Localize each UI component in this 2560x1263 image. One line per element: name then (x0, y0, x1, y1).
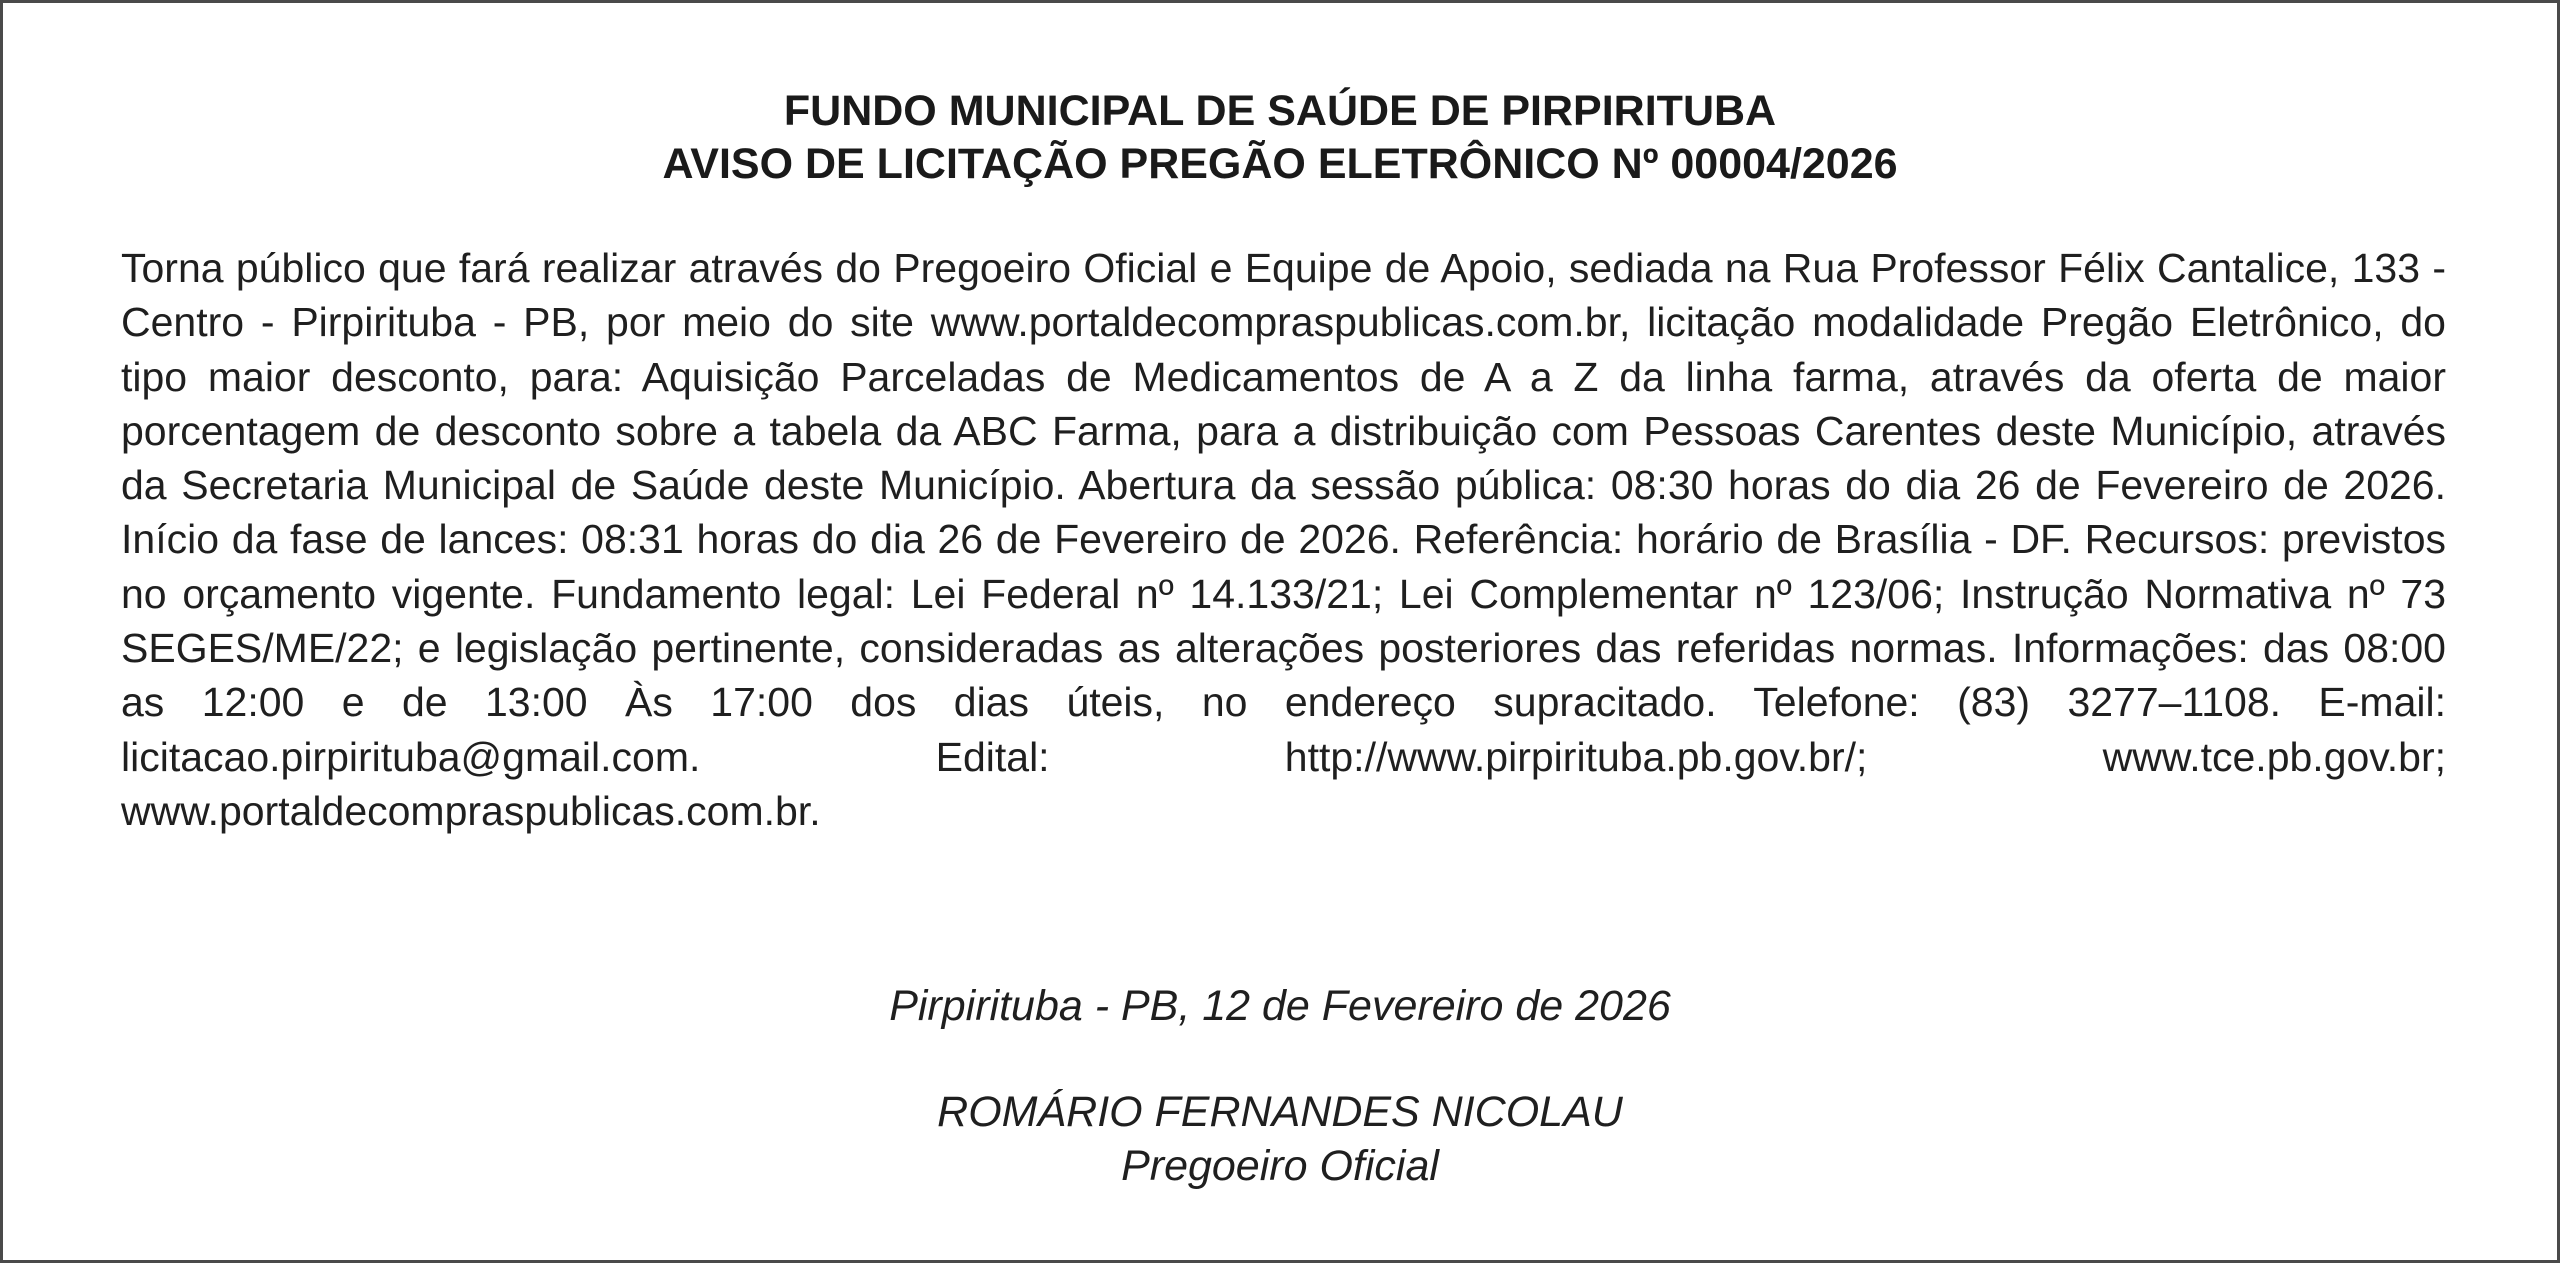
signer-name: ROMÁRIO FERNANDES NICOLAU (937, 1088, 1623, 1136)
header-entity-title: FUNDO MUNICIPAL DE SAÚDE DE PIRPIRITUBA (783, 87, 1777, 135)
notice-body-paragraph: Torna público que fará realizar através do Pregoeiro Oficial e Equipe de Apoio, sediada na Rua Professor Félix Cantalice, 133 - Centro - Pirpirituba - PB, por meio do site www.portaldecompraspublicas.com.br, licitação modalidade Pregão Eletrônico, do tipo maior desconto, para: Aquisição Parceladas de Medicamentos de A a Z da linha farma, através da oferta de maior porcentagem de desconto sobre a tabela da ABC Farma, para a distribuição com Pessoas Carentes deste Município, através da Secretaria Municipal de Saúde deste Município. Abertura da sessão pública: 08:30 horas do dia 26 de Fevereiro de 2026. Início da fase de lances: 08:31 horas do dia 26 de Fevereiro de 2026. Referência: horário de Brasília - DF. Recursos: previstos no orçamento vigente. Fundamento legal: Lei Federal nº 14.133/21; Lei Complementar nº 123/06; Instrução Normativa nº 73 SEGES/ME/22; e legislação pertinente, consideradas as alterações posteriores das referidas normas. Informações: das 08:00 as 12:00 e de 13:00 Às 17:00 dos dias úteis, no endereço supracitado. Telefone: (83) 3277–1108. E-mail: licitacao.pirpirituba@gmail.com. Edital: http://www.pirpirituba.pb.gov.br/; www.tce.pb.gov.br; www.portaldecompraspublicas.com.br. (121, 245, 2446, 834)
notice-header (3, 85, 2557, 191)
signer-role: Pregoeiro Oficial (1121, 1142, 1439, 1190)
place-date-line: Pirpirituba - PB, 12 de Fevereiro de 2026 (889, 982, 1671, 1030)
signature-block (3, 1085, 2557, 1193)
notice-body (121, 241, 2446, 838)
header-notice-title: AVISO DE LICITAÇÃO PREGÃO ELETRÔNICO Nº 00004/2026 (662, 140, 1898, 188)
